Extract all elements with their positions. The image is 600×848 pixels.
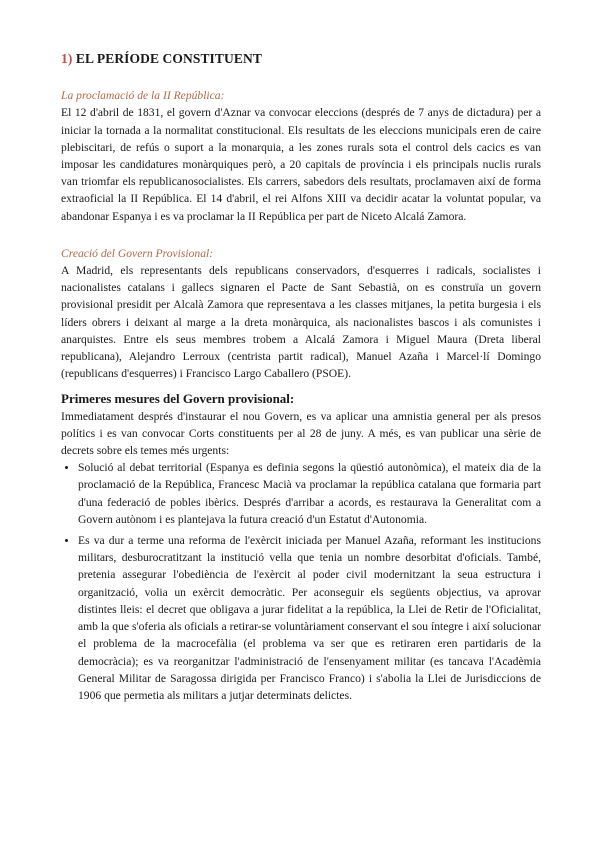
document-page bbox=[61, 50, 541, 708]
spacer bbox=[61, 225, 541, 245]
paragraph-provisional-government: A Madrid, els representants dels republicans conservadors, d'esquerres i radicals, socialistes i nacionalistes catalans i gallecs signaren el Pacte de Sant Sebastià, on es construïa un govern provisional presidit per Alcalà Zamora que representava a les classes mitjanes, la petita burgesia i els líders obrers i deixant al marge a la dreta monàrquica, als nacionalistes bascos i als comunistes i anarquistes. Entre els seus membres trobem a Alcalá Zamora i Miguel Maura (Dreta liberal republicana), Alejandro Lerroux (centrista partit radical), Manuel Azaña i Marcel·lí Domingo (republicans d'esquerres) i Francisco Largo Caballero (PSOE). bbox=[61, 264, 541, 381]
measures-heading: Primeres mesures del Govern provisional: bbox=[61, 391, 295, 407]
page-title bbox=[61, 50, 541, 67]
measures-intro: Immediatament després d'instaurar el nou Govern, es va aplicar una amnistia general per als presos polítics i es van convocar Corts constituents per al 28 de juny. A més, es van publicar una sèrie de decrets sobre els temes més urgents: bbox=[61, 409, 541, 458]
paragraph-proclamation: El 12 d'abril de 1831, el govern d'Aznar va convocar eleccions (després de 7 anys de dictadura) per a iniciar la tornada a la normalitat constitucional. Els resultats de les eleccions municipals eren de caire plebiscitari, de refús o suport a la monarquia, a les zones rurals sota el control dels cacics es van imposar les candidatures monàrquiques però, a 20 capitals de província i els principals nuclis rurals van triomfar els republicanosocialistes. Els carrers, sabedors dels resultats, proclamaven així de forma extraoficial la II República. El 14 d'abril, el rei Alfons XIII va decidir acatar la voluntat popular, va abandonar Espanya i es va proclamar la II República per part de Niceto Alcalá Zamora. bbox=[61, 106, 541, 223]
section-number: 1) bbox=[61, 51, 73, 66]
section-title: EL PERÍODE CONSTITUENT bbox=[72, 51, 262, 66]
measures-list bbox=[61, 459, 541, 704]
list-item: • Solució al debat territorial (Espanya es definia segons la qüestió autonòmica), el mateix dia de la proclamació de la República, Francesc Macià va proclamar la república catalana que formaria part d'una federació de pobles ibèrics. Després d'arribar a acords, es restaurava la Generalitat com a Govern autònom i es plantejava la futura creació d'un Estatut d'Autonomia. bbox=[78, 459, 541, 528]
subtitle-provisional-government: Creació del Govern Provisional: bbox=[61, 246, 214, 260]
list-item: • Es va dur a terme una reforma de l'exèrcit iniciada per Manuel Azaña, reformant les institucions militars, desburocratitzant la institució vella que tenia un nombre desorbitat d'oficials. També, pretenia assegurar l'obediència de l'exèrcit al poder civil modernitzant la seua estructura i organització, volia un exèrcit democràtic. Per aconseguir els següents objectius, va aprovar distintes lleis: el decret que obligava a jurar fidelitat a la república, la Llei de Retir de l'Oficialitat, amb la que s'oferia als oficials a retirar-se voluntàriament conservant el sou íntegre i així solucionar el problema de la macrocefàlia (el problema va ser que es retiraren eren partidaris de la democràcia); es va reorganitzar l'administració de l'ensenyament militar (es tancava l'Acadèmia General Militar de Saragossa dirigida per Francisco Franco) i s'abolia la Llei de Jurisdiccions de 1906 que permetia als militars a jutjar determinats delictes. bbox=[78, 532, 541, 704]
subtitle-proclamation: La proclamació de la II República: bbox=[61, 89, 225, 103]
